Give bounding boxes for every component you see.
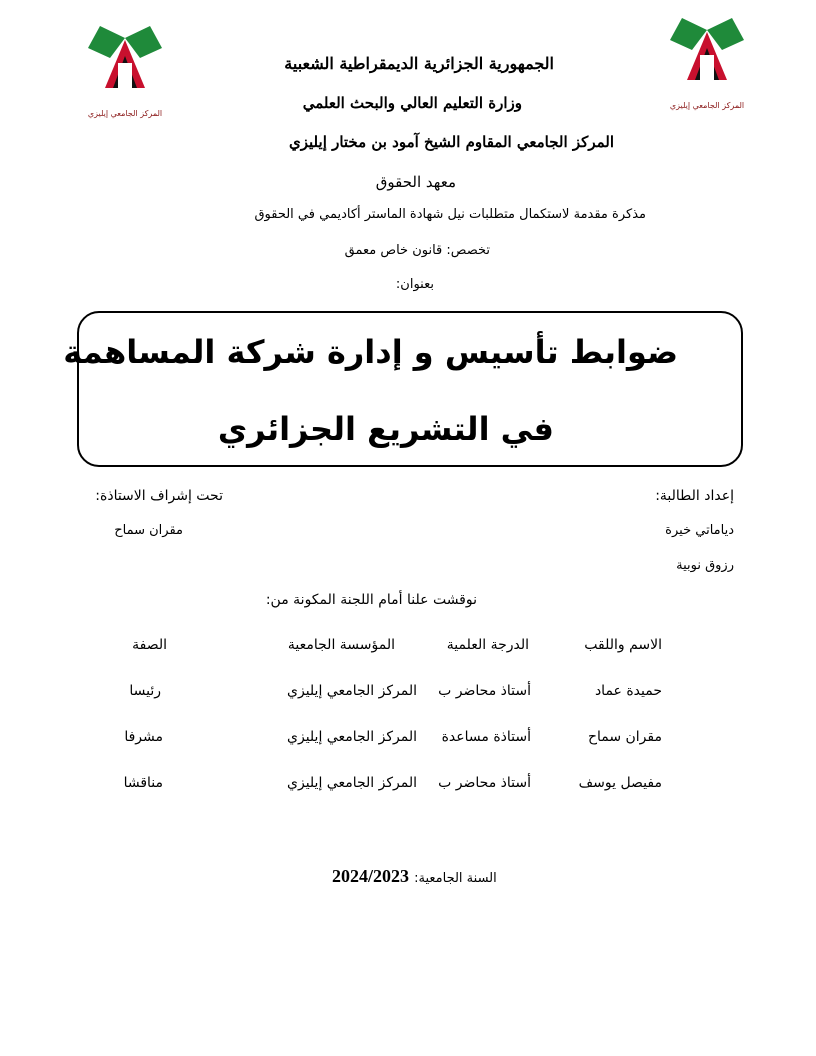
table-cell-institution: المركز الجامعي إيليزي bbox=[287, 729, 417, 745]
supervisor-name: مقران سماح bbox=[114, 523, 183, 538]
table-cell-institution: المركز الجامعي إيليزي bbox=[287, 683, 417, 699]
university-center-heading: المركز الجامعي المقاوم الشيخ آمود بن مختار إيليزي bbox=[289, 133, 614, 151]
table-cell-rank: أستاذ محاضر ب bbox=[438, 683, 531, 699]
student-name-2: رزوق نوبية bbox=[676, 558, 734, 573]
republic-heading: الجمهورية الجزائرية الديمقراطية الشعبية bbox=[284, 54, 554, 73]
ministry-heading: وزارة التعليم العالي والبحث العلمي bbox=[302, 94, 522, 112]
academic-year bbox=[332, 866, 497, 887]
thesis-title-line-1: ضوابط تأسيس و إدارة شركة المساهمة bbox=[63, 333, 678, 371]
academic-year-value: 2024/2023 bbox=[332, 866, 410, 886]
committee-intro: نوقشت علنا أمام اللجنة المكونة من: bbox=[265, 592, 477, 608]
thesis-title-line-2: في التشريع الجزائري bbox=[217, 410, 554, 448]
col-header-role: الصفة bbox=[132, 637, 167, 653]
academic-year-label: السنة الجامعية: bbox=[414, 871, 497, 886]
table-row: مفيصل يوسف bbox=[578, 775, 662, 791]
table-cell-role: مناقشا bbox=[123, 775, 163, 791]
table-cell-institution: المركز الجامعي إيليزي bbox=[287, 775, 417, 791]
table-row: حميدة عماد bbox=[594, 683, 662, 699]
university-emblem-icon bbox=[662, 10, 752, 110]
students-label: إعداد الطالبة: bbox=[655, 488, 734, 504]
university-logo-right bbox=[662, 10, 752, 110]
supervisor-label: تحت إشراف الاستاذة: bbox=[95, 488, 223, 504]
student-name-1: دياماتي خيرة bbox=[665, 523, 734, 538]
logo-caption: المركز الجامعي إيليزي bbox=[669, 101, 745, 110]
table-cell-rank: أستاذة مساعدة bbox=[441, 729, 531, 745]
university-logo-left bbox=[80, 18, 170, 118]
table-cell-role: رئيسا bbox=[129, 683, 161, 699]
table-row: مقران سماح bbox=[587, 729, 662, 745]
col-header-rank: الدرجة العلمية bbox=[446, 637, 529, 653]
specialty: تخصص: قانون خاص معمق bbox=[344, 243, 490, 258]
thesis-note: مذكرة مقدمة لاستكمال متطلبات نيل شهادة الماستر أكاديمي في الحقوق bbox=[254, 207, 646, 222]
col-header-name: الاسم واللقب bbox=[584, 637, 662, 653]
title-intro: بعنوان: bbox=[395, 277, 434, 292]
col-header-institution: المؤسسة الجامعية bbox=[287, 637, 395, 653]
table-cell-rank: أستاذ محاضر ب bbox=[438, 775, 531, 791]
institute-heading: معهد الحقوق bbox=[375, 173, 456, 191]
table-cell-role: مشرفا bbox=[124, 729, 163, 745]
logo-caption: المركز الجامعي إيليزي bbox=[87, 109, 163, 118]
university-emblem-icon bbox=[80, 18, 170, 118]
